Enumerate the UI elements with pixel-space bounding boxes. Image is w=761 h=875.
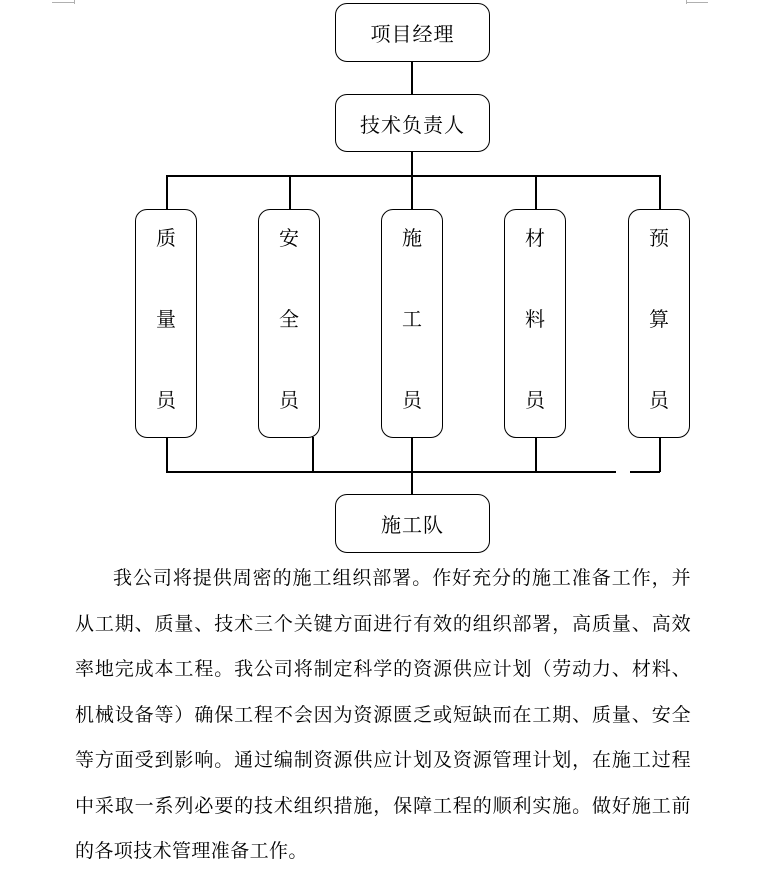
- connector-top-bus: [166, 175, 660, 177]
- org-box-materials-officer: [504, 209, 566, 438]
- connector-rise-5: [659, 437, 661, 472]
- connector-rise-1: [166, 437, 168, 472]
- org-role-char: 预: [649, 226, 669, 250]
- connector-drop-2: [289, 175, 291, 209]
- body-paragraph: 我公司将提供周密的施工组织部署。作好充分的施工准备工作，并从工期、质量、技术三个关键方面进行有效的组织部署，高质量、高效率地完成本工程。我公司将制定科学的资源供应计划（劳动力、材料、机械设备等）确保工程不会因为资源匮乏或短缺而在工期、质量、安全等方面受到影响。通过编制资源供应计划及资源管理计划，在施工过程中采取一系列必要的技术组织措施，保障工程的顺利实施。做好施工前的各项技术管理准备工作。: [75, 567, 691, 862]
- org-role-char: 员: [279, 388, 299, 412]
- org-label-construction-team: 施工队: [381, 513, 444, 537]
- org-role-char: 全: [279, 307, 299, 331]
- page-corner-mark-left-vertical: [74, 0, 75, 4]
- org-box-construction-team: [335, 494, 490, 553]
- org-box-quality-officer: [135, 209, 197, 438]
- connector-drop-4: [535, 175, 537, 209]
- org-role-char: 量: [156, 307, 176, 331]
- org-role-char: 员: [156, 388, 176, 412]
- org-box-technical-lead: [335, 94, 490, 152]
- page-corner-mark-right: [686, 2, 708, 3]
- page-corner-mark-right-vertical: [686, 0, 687, 4]
- connector-bottom-bus-left: [166, 471, 616, 473]
- org-role-char: 材: [525, 226, 545, 250]
- org-box-safety-officer: [258, 209, 320, 438]
- org-box-construction-officer: [381, 209, 443, 438]
- org-role-char: 安: [279, 226, 299, 250]
- connector-rise-2: [312, 437, 314, 472]
- page-corner-mark-left: [52, 2, 74, 3]
- connector-rise-4: [535, 437, 537, 472]
- org-role-char: 料: [525, 307, 545, 331]
- org-role-char: 员: [525, 388, 545, 412]
- connector-rise-3: [411, 437, 413, 472]
- org-label-project-manager: 项目经理: [370, 22, 455, 46]
- connector-drop-5: [659, 175, 661, 209]
- org-role-char: 质: [156, 226, 176, 250]
- connector-drop-1: [166, 175, 168, 209]
- org-role-char: 员: [649, 388, 669, 412]
- org-role-char: 工: [402, 307, 422, 331]
- org-role-char: 员: [402, 388, 422, 412]
- connector-top-to-second: [411, 61, 413, 95]
- org-role-char: 施: [402, 226, 422, 250]
- org-label-technical-lead: 技术负责人: [360, 112, 465, 137]
- connector-to-team: [411, 471, 413, 494]
- connector-drop-3: [411, 175, 413, 209]
- connector-second-down: [411, 151, 413, 176]
- connector-bottom-bus-right: [630, 471, 660, 473]
- org-box-project-manager: [335, 3, 490, 62]
- org-box-budget-officer: [628, 209, 690, 438]
- org-role-char: 算: [649, 307, 669, 331]
